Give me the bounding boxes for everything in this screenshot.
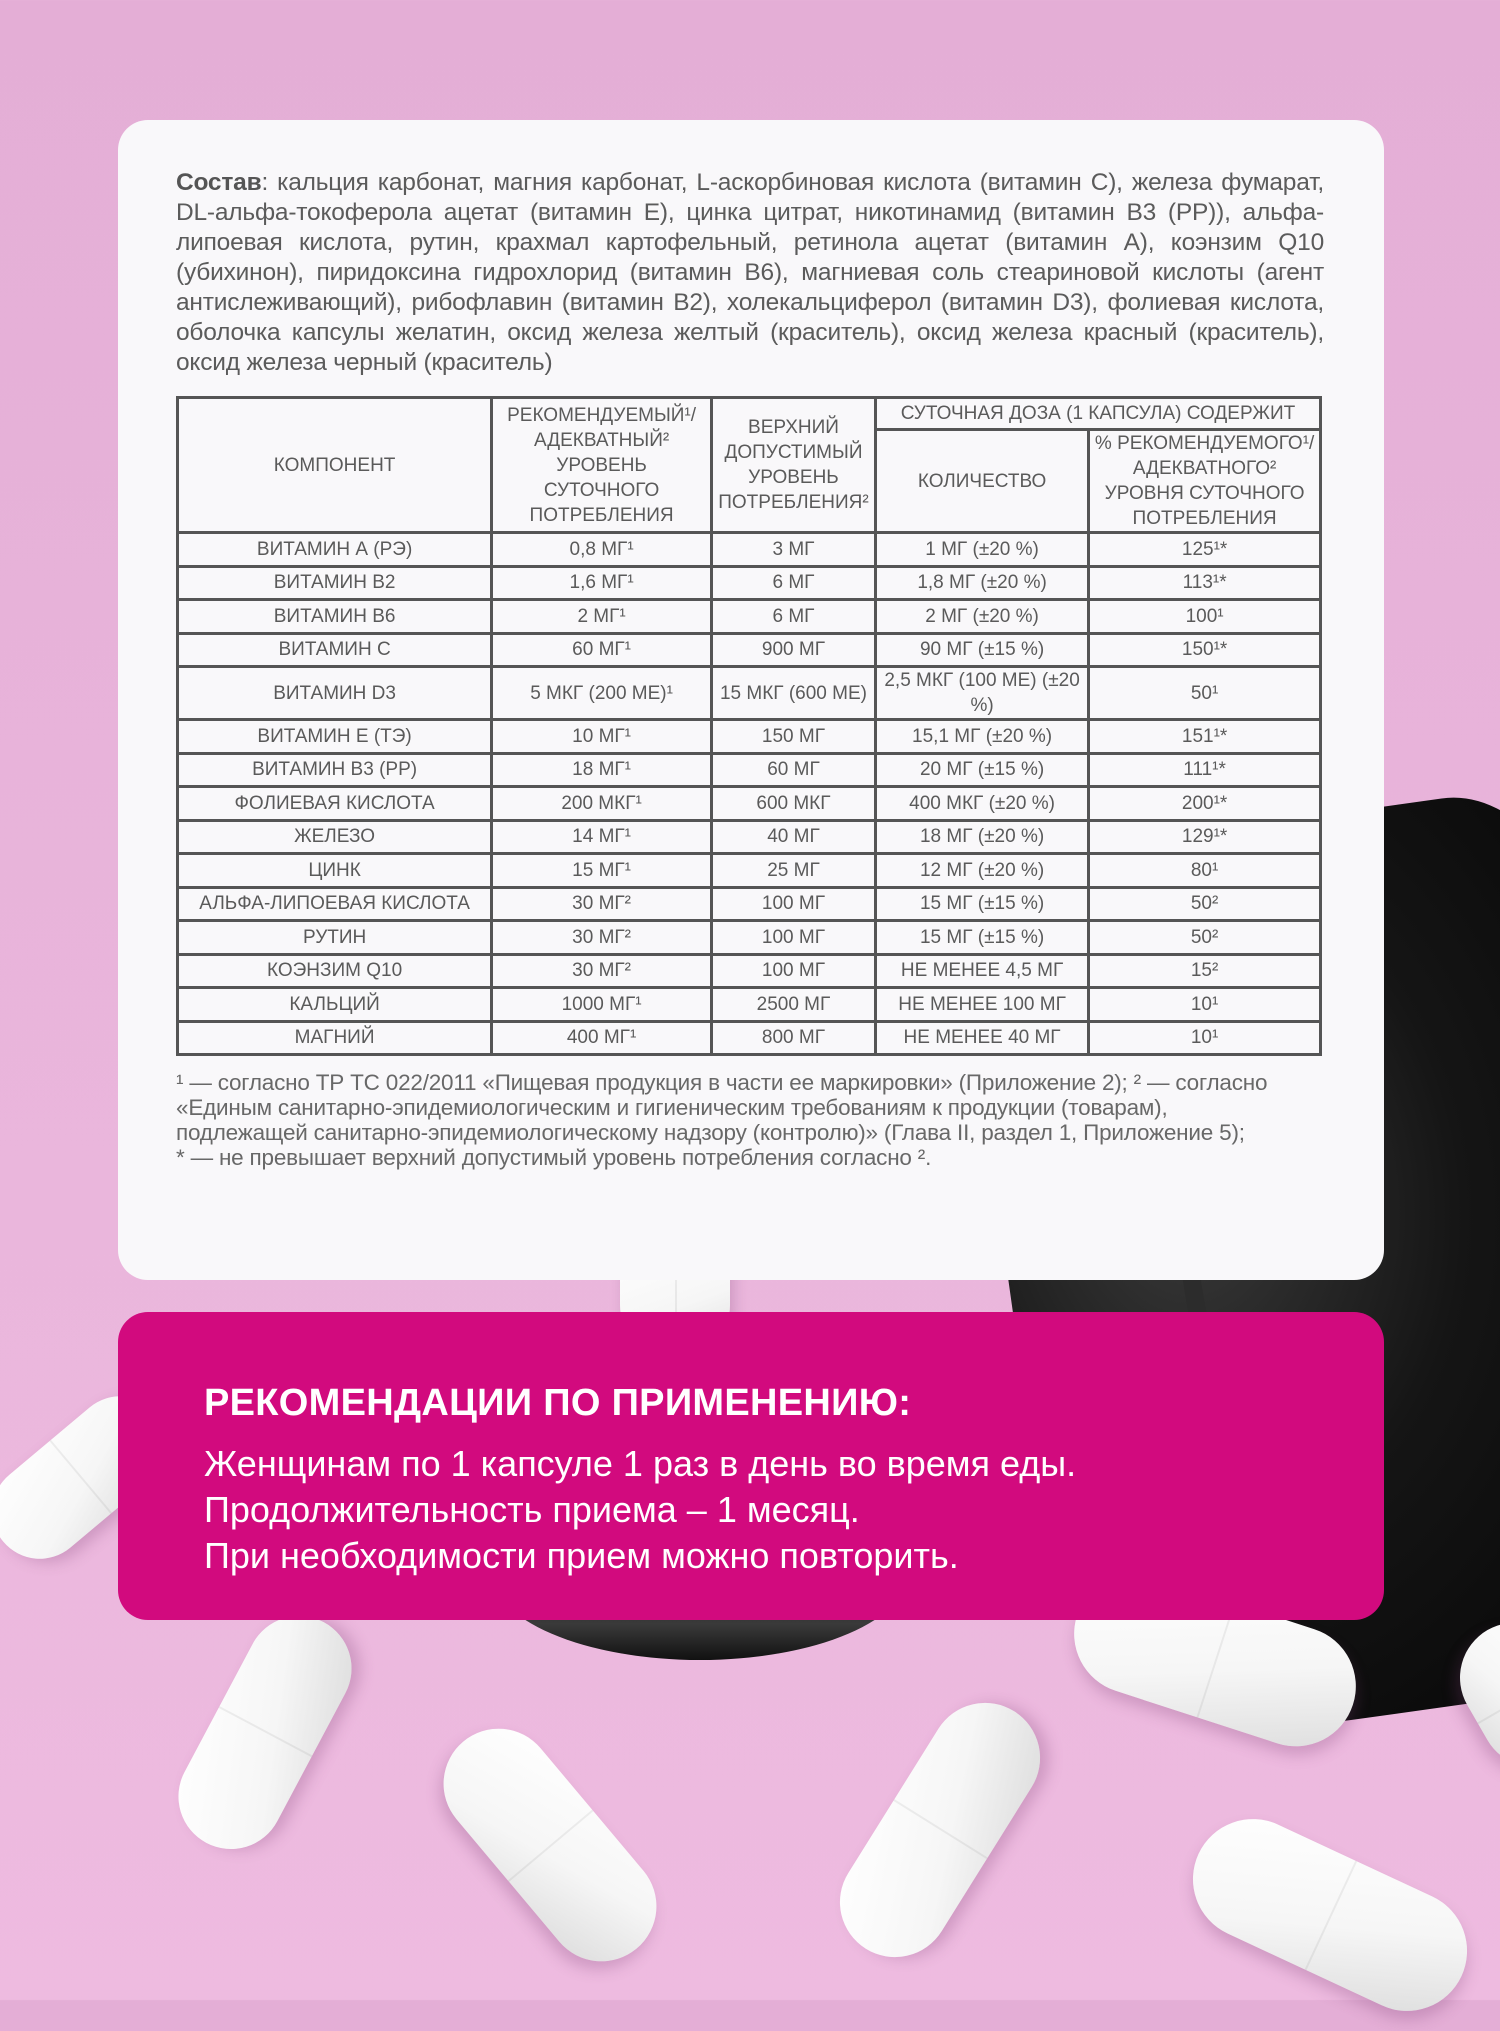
cell-recommended: 2 МГ¹ bbox=[492, 600, 712, 634]
cell-recommended: 18 МГ¹ bbox=[492, 753, 712, 787]
cell-amount: 12 МГ (±20 %) bbox=[875, 854, 1088, 888]
cell-percent: 150¹* bbox=[1089, 633, 1321, 667]
cell-amount: НЕ МЕНЕЕ 40 МГ bbox=[875, 1021, 1088, 1055]
cell-component: ЖЕЛЕЗО bbox=[178, 820, 492, 854]
cell-amount: 1 МГ (±20 %) bbox=[875, 533, 1088, 567]
cell-recommended: 400 МГ¹ bbox=[492, 1021, 712, 1055]
table-row bbox=[178, 753, 1321, 787]
cell-component: ВИТАМИН С bbox=[178, 633, 492, 667]
header-recommended-level: РЕКОМЕНДУЕМЫЙ¹/ АДЕКВАТНЫЙ² УРОВЕНЬ СУТОЧНОГО ПОТРЕБЛЕНИЯ bbox=[492, 398, 712, 533]
cell-upper: 40 МГ bbox=[711, 820, 875, 854]
usage-line: Женщинам по 1 капсуле 1 раз в день во время еды. bbox=[204, 1443, 1077, 1484]
footnote-line: «Единым санитарно-эпидемиологическим и гигиеническим требованиям к продукции (товарам), bbox=[176, 1095, 1168, 1120]
cell-upper: 2500 МГ bbox=[711, 988, 875, 1022]
cell-component: ВИТАМИН В2 bbox=[178, 566, 492, 600]
cell-amount: 2,5 МКГ (100 МЕ) (±20 %) bbox=[875, 667, 1088, 720]
cell-percent: 111¹* bbox=[1089, 753, 1321, 787]
cell-upper: 100 МГ bbox=[711, 921, 875, 955]
cell-amount: 15 МГ (±15 %) bbox=[875, 887, 1088, 921]
table-row bbox=[178, 954, 1321, 988]
cell-component: КОЭНЗИМ Q10 bbox=[178, 954, 492, 988]
capsule-image bbox=[421, 1706, 679, 1984]
cell-component: КАЛЬЦИЙ bbox=[178, 988, 492, 1022]
cell-percent: 50² bbox=[1089, 887, 1321, 921]
header-amount: КОЛИЧЕСТВО bbox=[875, 430, 1088, 533]
cell-component: ВИТАМИН D3 bbox=[178, 667, 492, 720]
usage-title: РЕКОМЕНДАЦИИ ПО ПРИМЕНЕНИЮ: bbox=[204, 1382, 912, 1424]
cell-component: АЛЬФА-ЛИПОЕВАЯ КИСЛОТА bbox=[178, 887, 492, 921]
cell-amount: 15,1 МГ (±20 %) bbox=[875, 720, 1088, 754]
cell-upper: 800 МГ bbox=[711, 1021, 875, 1055]
nutrition-table bbox=[176, 396, 1322, 1056]
cell-amount: 1,8 МГ (±20 %) bbox=[875, 566, 1088, 600]
table-row bbox=[178, 720, 1321, 754]
cell-percent: 50¹ bbox=[1089, 667, 1321, 720]
cell-upper: 6 МГ bbox=[711, 600, 875, 634]
footnote-line: * — не превышает верхний допустимый уровень потребления согласно ². bbox=[176, 1145, 932, 1170]
cell-upper: 150 МГ bbox=[711, 720, 875, 754]
capsule-image bbox=[819, 1682, 1061, 1978]
cell-upper: 600 МКГ bbox=[711, 787, 875, 821]
composition-ingredients: : кальция карбонат, магния карбонат, L-аскорбиновая кислота (витамин С), железа фумарат, DL-альфа-токоферола ацетат (витамин Е), цинка цитрат, никотинамид (витамин В3 (РР)), альфа-липоевая кислота, рутин, крахмал картофельный, ретинола ацетат (витамин А), коэнзим Q10 (убихинон), пиридоксина гидрохлорид (витамин В6), магниевая соль стеариновой кислоты (агент антислеживающий), рибофлавин (витамин В2), холекальциферол (витамин D3), фолиевая кислота, оболочка капсулы желатин, оксид железа желтый (краситель), оксид железа красный (краситель), оксид железа черный (краситель) bbox=[176, 169, 1324, 376]
table-row bbox=[178, 988, 1321, 1022]
cell-upper: 100 МГ bbox=[711, 954, 875, 988]
cell-amount: 15 МГ (±15 %) bbox=[875, 921, 1088, 955]
cell-component: ФОЛИЕВАЯ КИСЛОТА bbox=[178, 787, 492, 821]
cell-amount: 400 МКГ (±20 %) bbox=[875, 787, 1088, 821]
cell-recommended: 5 МКГ (200 МЕ)¹ bbox=[492, 667, 712, 720]
cell-upper: 900 МГ bbox=[711, 633, 875, 667]
cell-recommended: 1,6 МГ¹ bbox=[492, 566, 712, 600]
cell-recommended: 1000 МГ¹ bbox=[492, 988, 712, 1022]
footnotes bbox=[176, 1070, 1324, 1170]
nutrition-table-body bbox=[178, 533, 1321, 1055]
table-row bbox=[178, 667, 1321, 720]
header-percent: % РЕКОМЕНДУЕМОГО¹/ АДЕКВАТНОГО² УРОВНЯ СУТОЧНОГО ПОТРЕБЛЕНИЯ bbox=[1089, 430, 1321, 533]
cell-recommended: 30 МГ² bbox=[492, 954, 712, 988]
cell-percent: 200¹* bbox=[1089, 787, 1321, 821]
usage-line: При необходимости прием можно повторить. bbox=[204, 1535, 959, 1576]
usage-line: Продолжительность приема – 1 месяц. bbox=[204, 1489, 860, 1530]
table-row bbox=[178, 887, 1321, 921]
cell-percent: 10¹ bbox=[1089, 988, 1321, 1022]
cell-percent: 100¹ bbox=[1089, 600, 1321, 634]
footnote-line: ¹ — согласно ТР ТС 022/2011 «Пищевая продукция в части ее маркировки» (Приложение 2); ² — согласно bbox=[176, 1070, 1268, 1095]
cell-amount: 18 МГ (±20 %) bbox=[875, 820, 1088, 854]
cell-recommended: 200 МКГ¹ bbox=[492, 787, 712, 821]
header-upper-level: ВЕРХНИЙ ДОПУСТИМЫЙ УРОВЕНЬ ПОТРЕБЛЕНИЯ² bbox=[711, 398, 875, 533]
cell-amount: 20 МГ (±15 %) bbox=[875, 753, 1088, 787]
cell-recommended: 10 МГ¹ bbox=[492, 720, 712, 754]
cell-recommended: 60 МГ¹ bbox=[492, 633, 712, 667]
cell-upper: 6 МГ bbox=[711, 566, 875, 600]
cell-amount: НЕ МЕНЕЕ 100 МГ bbox=[875, 988, 1088, 1022]
cell-upper: 100 МГ bbox=[711, 887, 875, 921]
cell-component: МАГНИЙ bbox=[178, 1021, 492, 1055]
cell-percent: 15² bbox=[1089, 954, 1321, 988]
cell-upper: 3 МГ bbox=[711, 533, 875, 567]
table-row bbox=[178, 820, 1321, 854]
cell-amount: НЕ МЕНЕЕ 4,5 МГ bbox=[875, 954, 1088, 988]
cell-component: ВИТАМИН Е (ТЭ) bbox=[178, 720, 492, 754]
cell-amount: 2 МГ (±20 %) bbox=[875, 600, 1088, 634]
composition-text bbox=[176, 168, 1324, 378]
capsule-image bbox=[160, 1597, 370, 1867]
cell-component: ЦИНК bbox=[178, 854, 492, 888]
cell-component: ВИТАМИН В3 (РР) bbox=[178, 753, 492, 787]
cell-percent: 50² bbox=[1089, 921, 1321, 955]
table-row bbox=[178, 787, 1321, 821]
table-row bbox=[178, 600, 1321, 634]
footnote-line: подлежащей санитарно-эпидемиологическому надзору (контролю)» (Глава II, раздел 1, Приложение 5); bbox=[176, 1120, 1245, 1145]
cell-percent: 129¹* bbox=[1089, 820, 1321, 854]
capsule-image bbox=[1173, 1799, 1487, 2030]
cell-percent: 10¹ bbox=[1089, 1021, 1321, 1055]
cell-percent: 125¹* bbox=[1089, 533, 1321, 567]
cell-component: РУТИН bbox=[178, 921, 492, 955]
table-row bbox=[178, 1021, 1321, 1055]
cell-recommended: 30 МГ² bbox=[492, 921, 712, 955]
table-row bbox=[178, 921, 1321, 955]
table-row bbox=[178, 633, 1321, 667]
cell-upper: 15 МКГ (600 МЕ) bbox=[711, 667, 875, 720]
cell-recommended: 0,8 МГ¹ bbox=[492, 533, 712, 567]
table-row bbox=[178, 854, 1321, 888]
composition-label: Состав bbox=[176, 169, 262, 196]
table-row bbox=[178, 533, 1321, 567]
usage-recommendations-card bbox=[118, 1312, 1384, 1620]
cell-upper: 25 МГ bbox=[711, 854, 875, 888]
cell-component: ВИТАМИН А (РЭ) bbox=[178, 533, 492, 567]
cell-percent: 151¹* bbox=[1089, 720, 1321, 754]
cell-amount: 90 МГ (±15 %) bbox=[875, 633, 1088, 667]
composition-card bbox=[118, 120, 1384, 1280]
cell-recommended: 15 МГ¹ bbox=[492, 854, 712, 888]
header-daily-dose-group: СУТОЧНАЯ ДОЗА (1 КАПСУЛА) СОДЕРЖИТ bbox=[875, 398, 1320, 430]
cell-component: ВИТАМИН В6 bbox=[178, 600, 492, 634]
table-row bbox=[178, 566, 1321, 600]
header-component: КОМПОНЕНТ bbox=[178, 398, 492, 533]
cell-recommended: 30 МГ² bbox=[492, 887, 712, 921]
cell-percent: 80¹ bbox=[1089, 854, 1321, 888]
cell-recommended: 14 МГ¹ bbox=[492, 820, 712, 854]
cell-percent: 113¹* bbox=[1089, 566, 1321, 600]
cell-upper: 60 МГ bbox=[711, 753, 875, 787]
